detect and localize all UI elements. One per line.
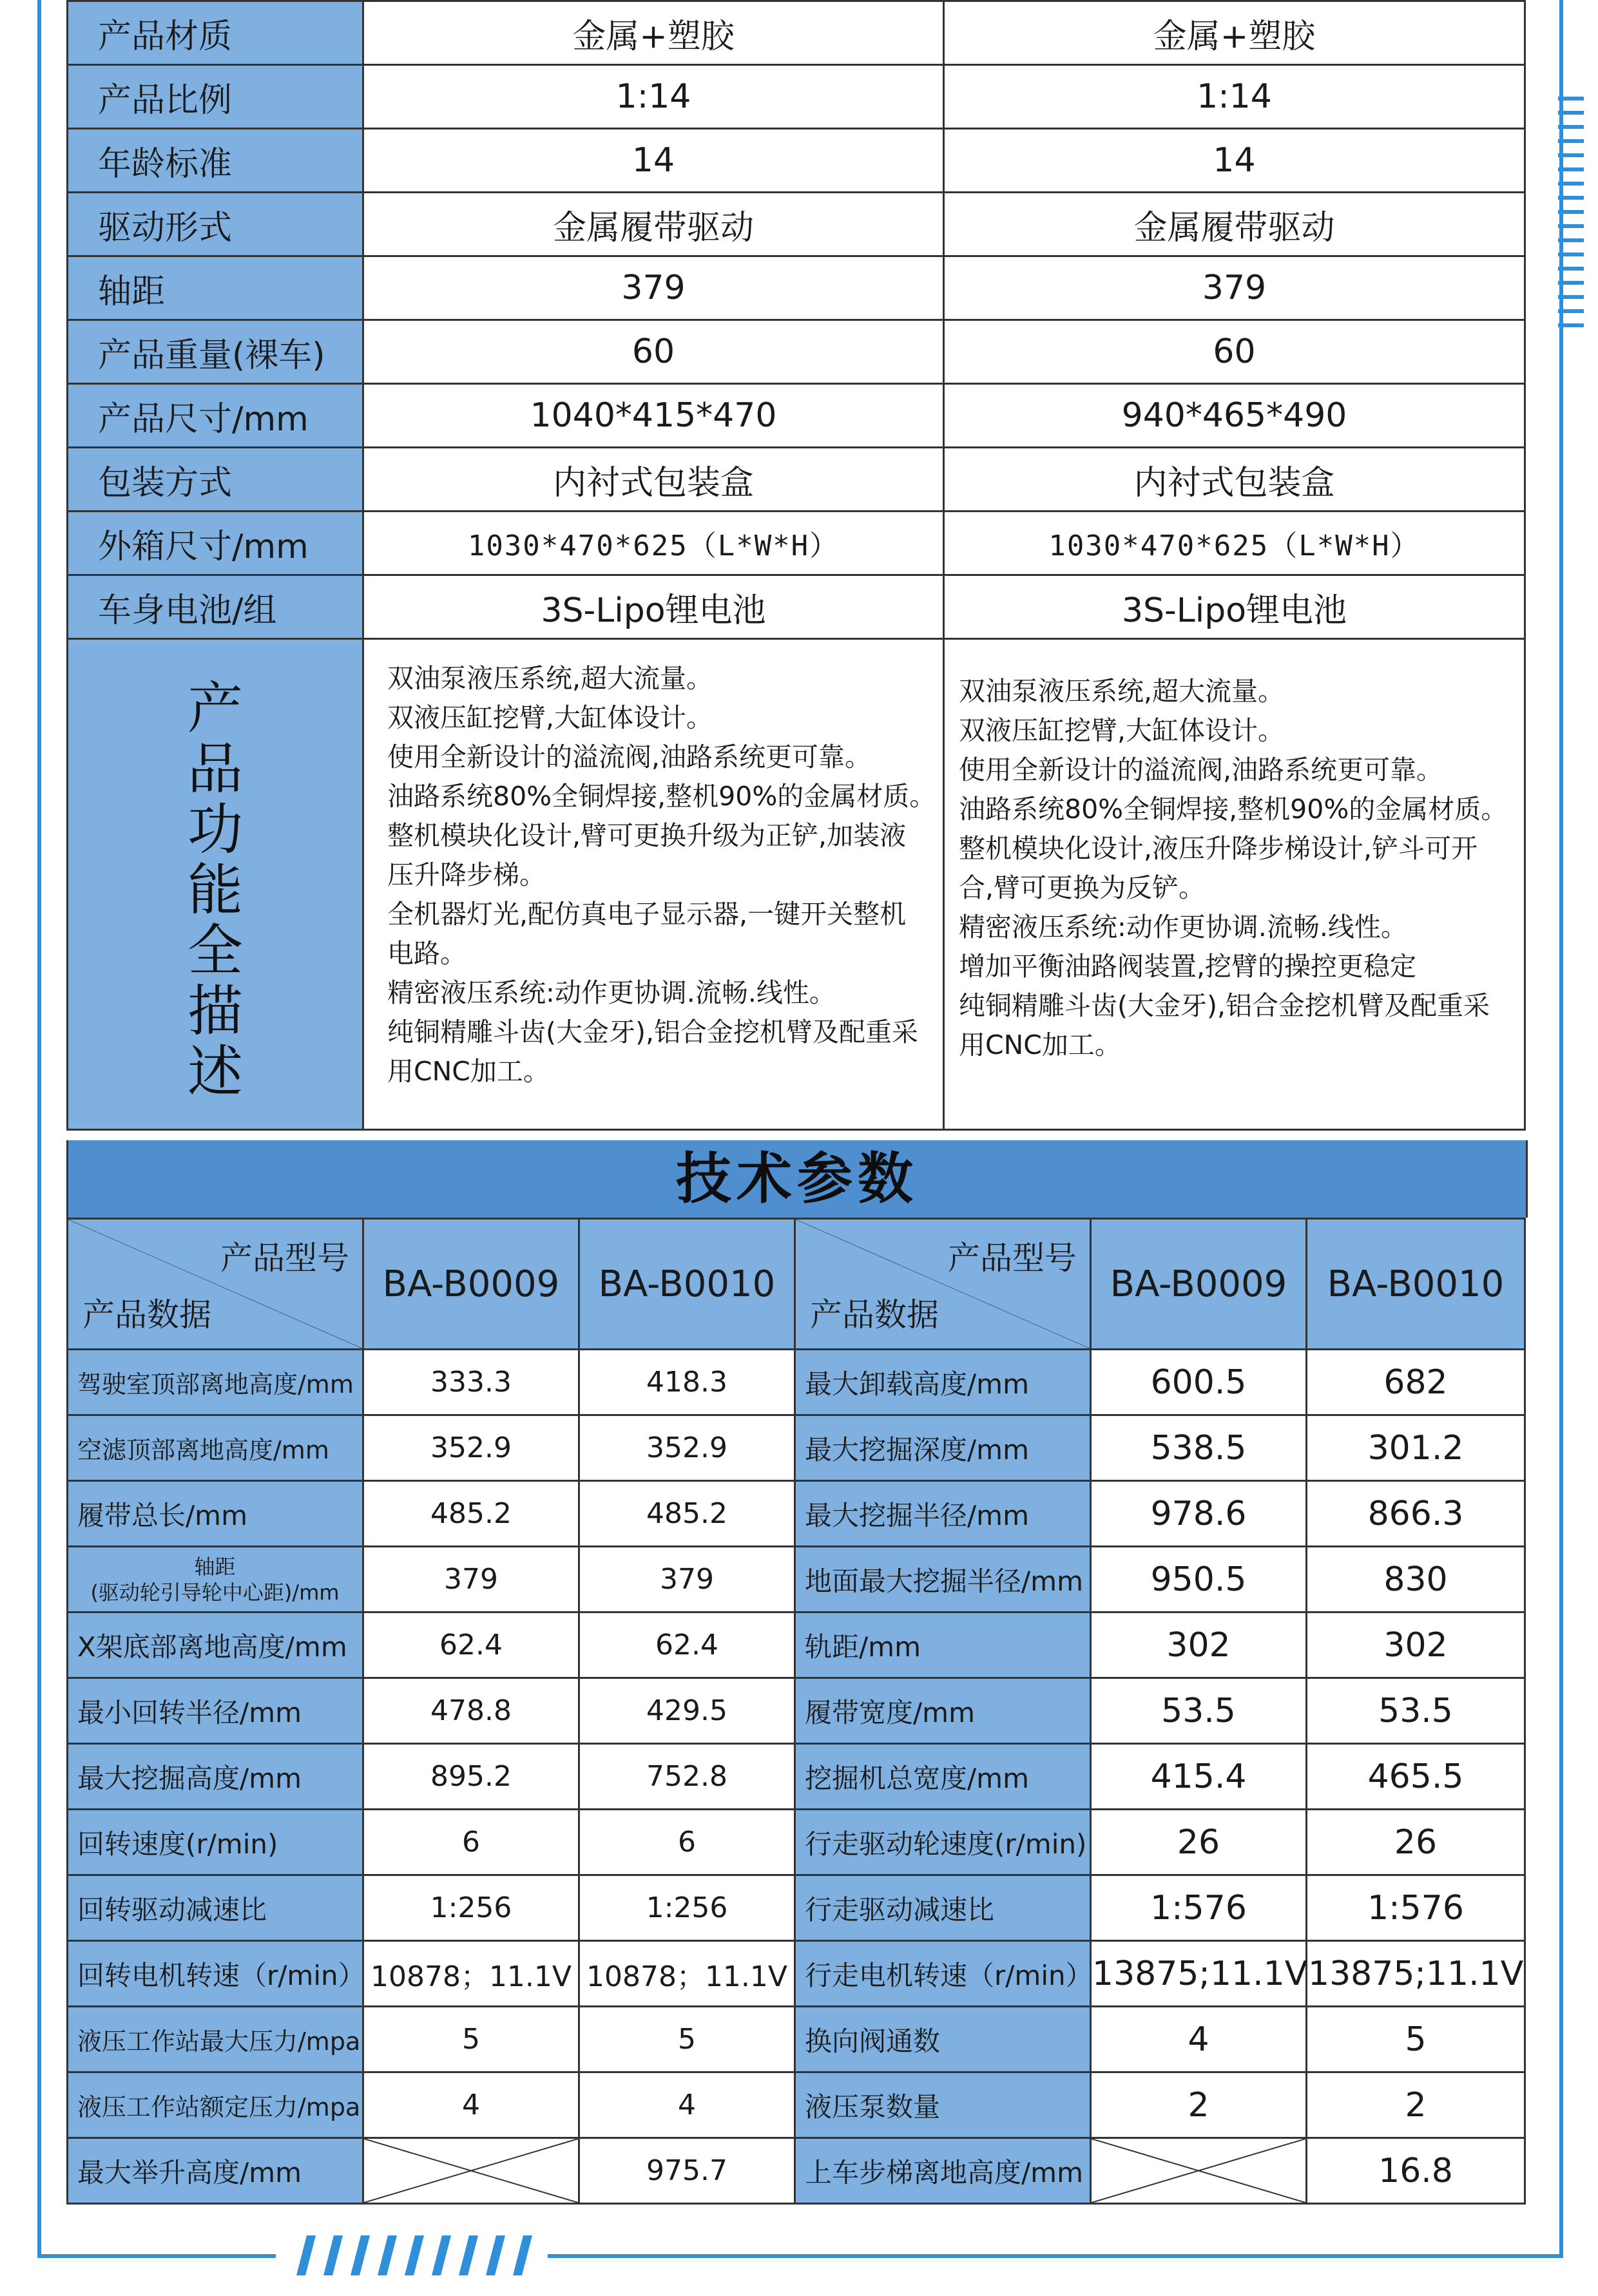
param-value-b: 301.2 xyxy=(1307,1415,1525,1481)
spec-label: 产品比例 xyxy=(68,65,363,129)
diagonal-header-cell xyxy=(68,1219,363,1350)
spec-label: 产品尺寸/mm xyxy=(68,384,363,448)
spec-row xyxy=(68,320,1525,384)
spec-value-b: 379 xyxy=(944,256,1525,320)
features-label-char: 描 xyxy=(188,979,243,1044)
table-row xyxy=(68,1810,1525,1875)
param-label: 轨距/mm xyxy=(795,1612,1091,1678)
features-label-char: 能 xyxy=(188,858,243,923)
feature-line: 精密液压系统:动作更协调.流畅.线性。 xyxy=(959,912,1407,942)
spec-value-a: 1030*470*625（L*W*H） xyxy=(363,512,944,575)
spec-value-b: 1:14 xyxy=(944,65,1525,129)
param-value-b: 465.5 xyxy=(1307,1744,1525,1810)
table-row xyxy=(68,1678,1525,1744)
spec-value-a: 金属履带驱动 xyxy=(363,193,944,256)
spec-value-a: 1040*415*470 xyxy=(363,384,944,448)
spec-row xyxy=(68,1,1525,65)
spec-value-b: 60 xyxy=(944,320,1525,384)
feature-line: 纯铜精雕斗齿(大金牙),铝合金挖机臂及配重采 xyxy=(387,1017,919,1048)
table-row xyxy=(68,1941,1525,2007)
param-value-a: 13875;11.1V xyxy=(1091,1941,1307,2007)
diagonal-header-cell xyxy=(795,1219,1091,1350)
spec-value-b: 1030*470*625（L*W*H） xyxy=(944,512,1525,575)
param-value-b: 53.5 xyxy=(1307,1678,1525,1744)
param-value-a: 1:256 xyxy=(363,1875,579,1941)
spec-label: 轴距 xyxy=(68,256,363,320)
param-value-b: 1:576 xyxy=(1307,1875,1525,1941)
spec-row xyxy=(68,256,1525,320)
param-value-b: 302 xyxy=(1307,1612,1525,1678)
param-value-a: 5 xyxy=(363,2007,579,2072)
param-label: 最大挖掘高度/mm xyxy=(68,1744,363,1810)
features-description-b xyxy=(944,639,1525,1130)
param-label: 液压工作站额定压力/mpa xyxy=(68,2072,363,2138)
param-value-b: 485.2 xyxy=(579,1481,795,1547)
cross-icon xyxy=(1092,2139,1305,2203)
param-value-a: 950.5 xyxy=(1091,1547,1307,1612)
param-label: 地面最大挖掘半径/mm xyxy=(795,1547,1091,1612)
feature-line: 精密液压系统:动作更协调.流畅.线性。 xyxy=(387,977,836,1008)
spec-label: 产品材质 xyxy=(68,1,363,65)
spec-value-a: 14 xyxy=(363,129,944,193)
feature-line: 纯铜精雕斗齿(大金牙),铝合金挖机臂及配重采 xyxy=(959,990,1490,1021)
slash-decoration-icon xyxy=(284,2233,541,2278)
features-label-char: 述 xyxy=(188,1040,243,1104)
features-label-char: 品 xyxy=(188,737,243,801)
spec-label: 驱动形式 xyxy=(68,193,363,256)
param-label: 最大举升高度/mm xyxy=(68,2138,363,2204)
param-label: 行走驱动减速比 xyxy=(795,1875,1091,1941)
ruler-ticks-decoration-icon xyxy=(1555,97,1586,335)
param-value-a: 895.2 xyxy=(363,1744,579,1810)
table-row xyxy=(68,1350,1525,1415)
param-value-a: 538.5 xyxy=(1091,1415,1307,1481)
spec-label: 包装方式 xyxy=(68,448,363,512)
param-value-b: 682 xyxy=(1307,1350,1525,1415)
table-row xyxy=(68,2072,1525,2138)
param-value-a: 6 xyxy=(363,1810,579,1875)
param-label: 回转驱动减速比 xyxy=(68,1875,363,1941)
feature-line: 双液压缸挖臂,大缸体设计。 xyxy=(387,702,713,733)
model-b-header: BA-B0010 xyxy=(579,1219,795,1350)
param-value-b: 5 xyxy=(579,2007,795,2072)
param-value-b: 13875;11.1V xyxy=(1307,1941,1525,2007)
feature-line: 用CNC加工。 xyxy=(387,1056,550,1087)
spec-value-b: 金属+塑胶 xyxy=(944,1,1525,65)
param-value-a: 478.8 xyxy=(363,1678,579,1744)
param-value-b: 4 xyxy=(579,2072,795,2138)
feature-line: 使用全新设计的溢流阀,油路系统更可靠。 xyxy=(387,741,872,772)
empty-cross-cell xyxy=(1091,2138,1307,2204)
param-value-b: 379 xyxy=(579,1547,795,1612)
tech-params-table xyxy=(66,1218,1526,2205)
param-label: 最大挖掘半径/mm xyxy=(795,1481,1091,1547)
param-value-b: 16.8 xyxy=(1307,2138,1525,2204)
features-label xyxy=(68,639,363,1130)
param-value-b: 5 xyxy=(1307,2007,1525,2072)
table-row xyxy=(68,1612,1525,1678)
spec-value-a: 60 xyxy=(363,320,944,384)
param-value-b: 975.7 xyxy=(579,2138,795,2204)
model-a-header: BA-B0009 xyxy=(363,1219,579,1350)
param-value-b: 10878；11.1V xyxy=(579,1941,795,2007)
frame-bottom-border-right xyxy=(548,2254,1563,2258)
frame-right-border xyxy=(1559,0,1563,2258)
param-label-main: 轴距 xyxy=(194,1554,236,1579)
param-label: 履带总长/mm xyxy=(68,1481,363,1547)
param-value-a: 26 xyxy=(1091,1810,1307,1875)
header-data-label: 产品数据 xyxy=(82,1296,211,1334)
param-value-a: 352.9 xyxy=(363,1415,579,1481)
feature-line: 油路系统80%全铜焊接,整机90%的金属材质。 xyxy=(387,781,936,812)
param-label: 液压工作站最大压力/mpa xyxy=(68,2007,363,2072)
table-row xyxy=(68,1415,1525,1481)
table-row xyxy=(68,1744,1525,1810)
param-label: 挖掘机总宽度/mm xyxy=(795,1744,1091,1810)
feature-line: 合,臂可更换为反铲。 xyxy=(959,872,1206,903)
spec-value-b: 金属履带驱动 xyxy=(944,193,1525,256)
param-label: 空滤顶部离地高度/mm xyxy=(68,1415,363,1481)
spec-label: 车身电池/组 xyxy=(68,575,363,639)
feature-line: 油路系统80%全铜焊接,整机90%的金属材质。 xyxy=(959,794,1508,825)
frame-bottom-border-left xyxy=(37,2254,276,2258)
spec-value-a: 3S-Lipo锂电池 xyxy=(363,575,944,639)
param-label: 液压泵数量 xyxy=(795,2072,1091,2138)
param-value-a: 2 xyxy=(1091,2072,1307,2138)
param-value-b: 6 xyxy=(579,1810,795,1875)
param-value-b: 866.3 xyxy=(1307,1481,1525,1547)
feature-line: 整机模块化设计,臂可更换升级为正铲,加装液 xyxy=(387,820,907,851)
param-value-b: 830 xyxy=(1307,1547,1525,1612)
param-label: 行走驱动轮速度(r/min) xyxy=(795,1810,1091,1875)
spec-value-a: 1:14 xyxy=(363,65,944,129)
spec-value-a: 379 xyxy=(363,256,944,320)
param-value-a: 333.3 xyxy=(363,1350,579,1415)
param-label-sub: (驱动轮引导轮中心距)/mm xyxy=(90,1580,340,1605)
param-value-b: 752.8 xyxy=(579,1744,795,1810)
feature-line: 电路。 xyxy=(387,938,467,969)
features-label-char: 产 xyxy=(188,676,243,741)
param-value-a: 978.6 xyxy=(1091,1481,1307,1547)
product-spec-table xyxy=(66,0,1526,1131)
param-value-b: 418.3 xyxy=(579,1350,795,1415)
param-value-a: 485.2 xyxy=(363,1481,579,1547)
feature-line: 整机模块化设计,液压升降步梯设计,铲斗可开 xyxy=(959,833,1478,864)
param-label: 最小回转半径/mm xyxy=(68,1678,363,1744)
spec-value-a: 金属+塑胶 xyxy=(363,1,944,65)
param-value-a: 379 xyxy=(363,1547,579,1612)
feature-line: 用CNC加工。 xyxy=(959,1029,1121,1060)
param-label: 换向阀通数 xyxy=(795,2007,1091,2072)
param-value-a: 302 xyxy=(1091,1612,1307,1678)
tech-params-title: 技术参数 xyxy=(66,1140,1528,1218)
param-value-b: 1:256 xyxy=(579,1875,795,1941)
feature-line: 增加平衡油路阀装置,挖臂的操控更稳定 xyxy=(959,951,1417,982)
param-label: 回转电机转速（r/min） xyxy=(68,1941,363,2007)
param-value-a: 4 xyxy=(363,2072,579,2138)
feature-line: 双油泵液压系统,超大流量。 xyxy=(959,676,1285,707)
feature-line: 压升降步梯。 xyxy=(387,859,546,890)
spec-row xyxy=(68,129,1525,193)
param-value-a: 62.4 xyxy=(363,1612,579,1678)
param-label: 上车步梯离地高度/mm xyxy=(795,2138,1091,2204)
features-description-a xyxy=(363,639,944,1130)
table-row xyxy=(68,1875,1525,1941)
table-row xyxy=(68,1547,1525,1612)
spec-label: 产品重量(裸车) xyxy=(68,320,363,384)
feature-line: 使用全新设计的溢流阀,油路系统更可靠。 xyxy=(959,754,1443,785)
spec-value-b: 3S-Lipo锂电池 xyxy=(944,575,1525,639)
model-a-header: BA-B0009 xyxy=(1091,1219,1307,1350)
spec-row xyxy=(68,448,1525,512)
spec-row xyxy=(68,65,1525,129)
param-label: 最大卸载高度/mm xyxy=(795,1350,1091,1415)
spec-value-b: 14 xyxy=(944,129,1525,193)
param-value-b: 429.5 xyxy=(579,1678,795,1744)
param-value-b: 62.4 xyxy=(579,1612,795,1678)
spec-row xyxy=(68,384,1525,448)
param-value-a: 415.4 xyxy=(1091,1744,1307,1810)
param-label: 最大挖掘深度/mm xyxy=(795,1415,1091,1481)
feature-line: 双油泵液压系统,超大流量。 xyxy=(387,663,713,694)
table-row xyxy=(68,2138,1525,2204)
spec-label: 外箱尺寸/mm xyxy=(68,512,363,575)
feature-line: 全机器灯光,配仿真电子显示器,一键开关整机 xyxy=(387,899,907,930)
param-label xyxy=(68,1547,363,1612)
table-row xyxy=(68,1481,1525,1547)
param-label: X架底部离地高度/mm xyxy=(68,1612,363,1678)
param-label: 驾驶室顶部离地高度/mm xyxy=(68,1350,363,1415)
spec-row xyxy=(68,512,1525,575)
param-value-b: 2 xyxy=(1307,2072,1525,2138)
param-value-b: 26 xyxy=(1307,1810,1525,1875)
frame-left-border xyxy=(37,0,41,2258)
model-b-header: BA-B0010 xyxy=(1307,1219,1525,1350)
spec-row xyxy=(68,193,1525,256)
feature-line: 双液压缸挖臂,大缸体设计。 xyxy=(959,715,1285,746)
param-value-a: 4 xyxy=(1091,2007,1307,2072)
features-row xyxy=(68,639,1525,1130)
param-value-b: 352.9 xyxy=(579,1415,795,1481)
features-label-char: 全 xyxy=(188,919,243,983)
header-model-label: 产品型号 xyxy=(948,1239,1077,1277)
spec-value-b: 940*465*490 xyxy=(944,384,1525,448)
param-value-a: 53.5 xyxy=(1091,1678,1307,1744)
features-label-char: 功 xyxy=(188,798,243,862)
param-value-a: 10878；11.1V xyxy=(363,1941,579,2007)
param-label: 行走电机转速（r/min） xyxy=(795,1941,1091,2007)
header-model-label: 产品型号 xyxy=(220,1239,349,1277)
spec-row xyxy=(68,575,1525,639)
spec-label: 年龄标准 xyxy=(68,129,363,193)
param-value-a: 1:576 xyxy=(1091,1875,1307,1941)
spec-value-a: 内衬式包装盒 xyxy=(363,448,944,512)
spec-value-b: 内衬式包装盒 xyxy=(944,448,1525,512)
empty-cross-cell xyxy=(363,2138,579,2204)
header-data-label: 产品数据 xyxy=(810,1296,939,1334)
param-label: 履带宽度/mm xyxy=(795,1678,1091,1744)
tech-header-row xyxy=(68,1219,1525,1350)
cross-icon xyxy=(364,2139,578,2203)
table-row xyxy=(68,2007,1525,2072)
param-value-a: 600.5 xyxy=(1091,1350,1307,1415)
param-label: 回转速度(r/min) xyxy=(68,1810,363,1875)
